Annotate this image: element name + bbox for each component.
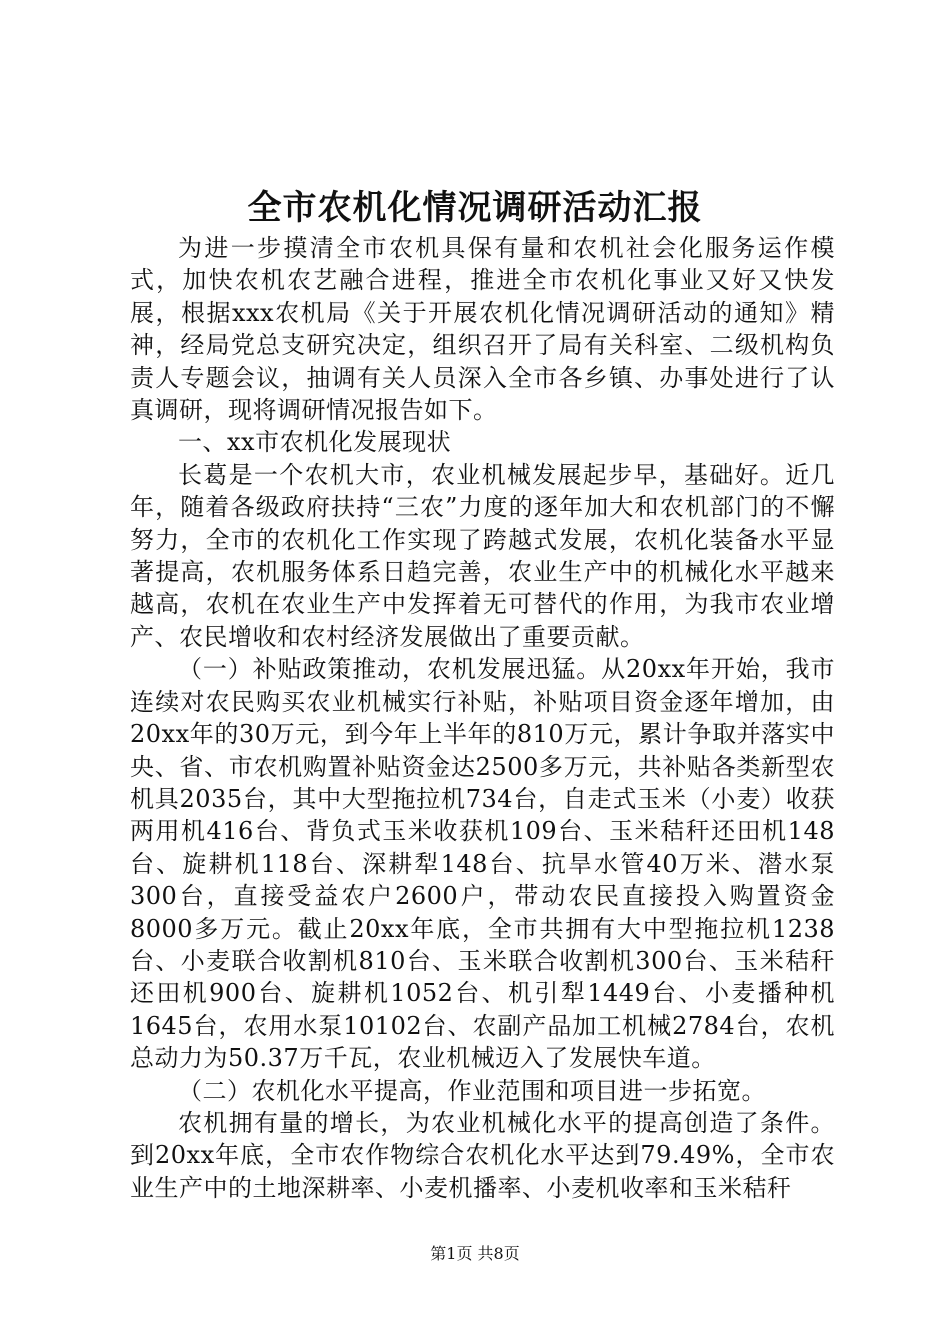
paragraph-mechanization-level: 农机拥有量的增长，为农业机械化水平的提高创造了条件。到20xx年底，全市农作物综合农机化水平达到79.49%，全市农业生产中的土地深耕率、小麦机播率、小麦机收率和玉米秸秆 [130, 1108, 835, 1202]
document-body [130, 232, 835, 1204]
paragraph-overview: 长葛是一个农机大市，农业机械发展起步早，基础好。近几年，随着各级政府扶持“三农”力度的逐年加大和农机部门的不懈努力，全市的农机化工作实现了跨越式发展，农机化装备水平显著提高，农机服务体系日趋完善，农业生产中的机械化水平越来越高，农机在农业生产中发挥着无可替代的作用，为我市农业增产、农民增收和农村经济发展做出了重要贡献。 [130, 460, 835, 651]
document-title: 全市农机化情况调研活动汇报 [247, 188, 703, 228]
paragraph-intro: 为进一步摸清全市农机具保有量和农机社会化服务运作模式，加快农机农艺融合进程，推进全市农机化事业又好又快发展，根据xxx农机局《关于开展农机化情况调研活动的通知》精神，经局党总支研究决定，组织召开了局有关科室、二级机构负责人专题会议，抽调有关人员深入全市各乡镇、办事处进行了认真调研，现将调研情况报告如下。 [130, 234, 835, 425]
page-indicator: 第1页 共8页 [430, 1244, 520, 1263]
paragraph-subsidy: （一）补贴政策推动，农机发展迅猛。从20xx年开始，我市连续对农民购买农业机械实行补贴，补贴项目资金逐年增加，由20xx年的30万元，到今年上半年的810万元，累计争取并落实中央、省、市农机购置补贴资金达2500多万元，共补贴各类新型农机具2035台，其中大型拖拉机734台，自走式玉米（小麦）收获两用机416台、背负式玉米收获机109台、玉米秸秆还田机148台、旋耕机118台、深耕犁148台、抗旱水管40万米、潜水泵300台，直接受益农户2600户，带动农民直接投入购置资金8000多万元。截止20xx年底，全市共拥有大中型拖拉机1238台、小麦联合收割机810台、玉米联合收割机300台、玉米秸秆还田机900台、旋耕机1052台、机引犁1449台、小麦播种机1645台，农用水泵10102台、农副产品加工机械2784台，农机总动力为50.37万千瓦，农业机械迈入了发展快车道。 [130, 655, 835, 1073]
subsection-heading-2: （二）农机化水平提高，作业范围和项目进一步拓宽。 [178, 1076, 766, 1105]
section-heading-1: 一、xx市农机化发展现状 [178, 428, 452, 457]
